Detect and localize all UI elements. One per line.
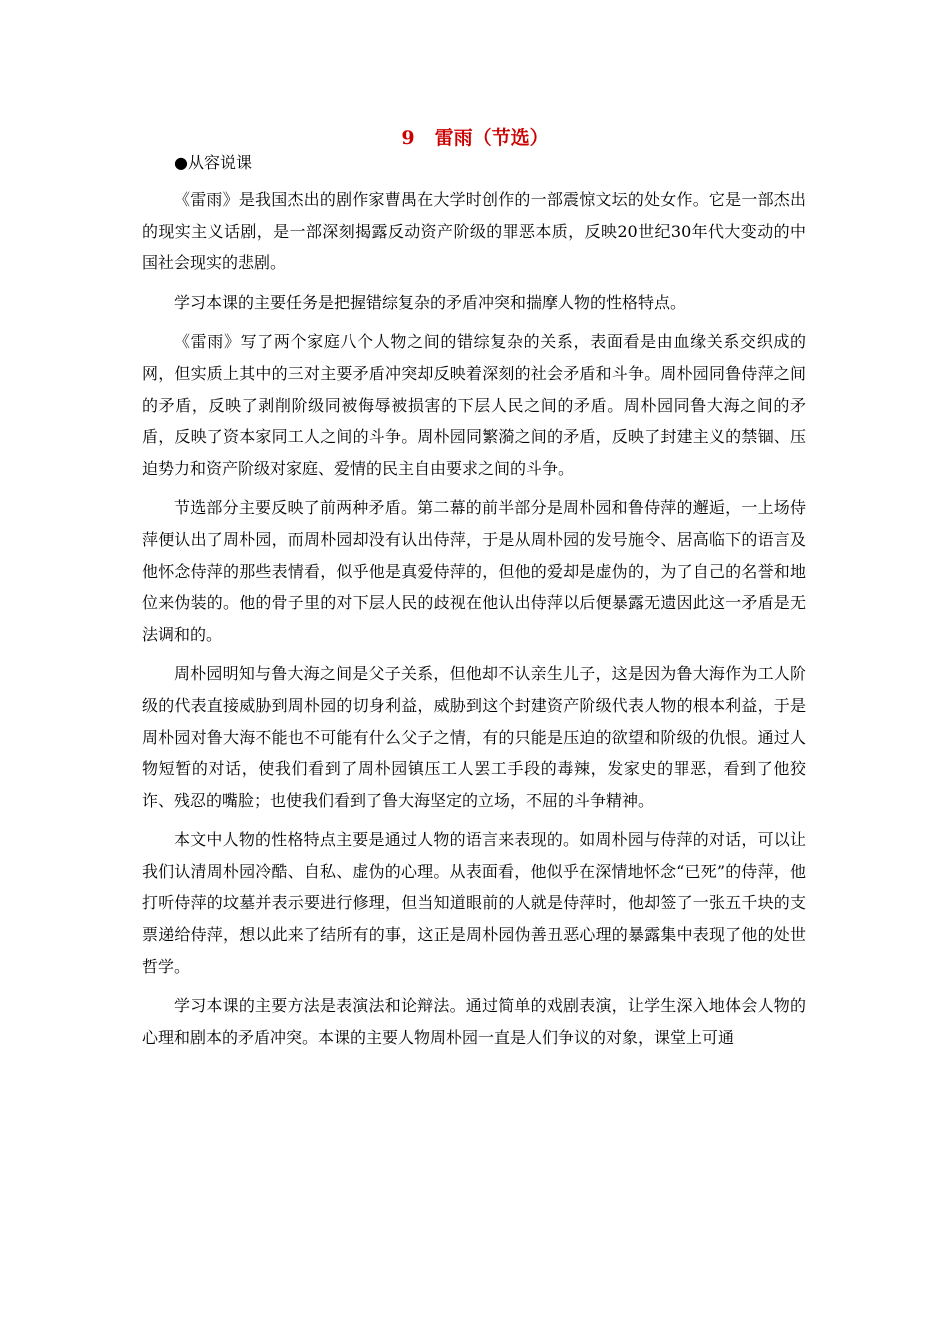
paragraph: 周朴园明知与鲁大海之间是父子关系，但他却不认亲生儿子，这是因为鲁大海作为工人阶级的代表直接威胁到周朴园的切身利益，威胁到这个封建资产阶级代表人物的根本利益，于是周朴园对鲁大海不能也不可能有什么父子之情，有的只能是压迫的欲望和阶级的仇恨。通过人物短暂的对话，使我们看到了周朴园镇压工人罢工手段的毒辣，发家史的罪恶，看到了他狡诈、残忍的嘴脸；也使我们看到了鲁大海坚定的立场，不屈的斗争精神。: [142, 664, 806, 810]
paragraph: 学习本课的主要任务是把握错综复杂的矛盾冲突和揣摩人物的性格特点。: [174, 292, 687, 312]
page-title: [0, 124, 950, 152]
section-heading: ●从容说课: [174, 153, 252, 172]
paragraph: 《雷雨》写了两个家庭八个人物之间的错综复杂的关系，表面看是由血缘关系交织成的网，但实质上其中的三对主要矛盾冲突却反映着深刻的社会矛盾和斗争。周朴园同鲁侍萍之间的矛盾，反映了剥削阶级同被侮辱被损害的下层人民之间的矛盾。周朴园同鲁大海之间的矛盾，反映了资本家同工人之间的斗争。周朴园同繁漪之间的矛盾，反映了封建主义的禁锢、压迫势力和资产阶级对家庭、爱情的民主自由要求之间的斗争。: [142, 332, 806, 478]
title-number: 9: [401, 127, 415, 149]
paragraph: 本文中人物的性格特点主要是通过人物的语言来表现的。如周朴园与侍萍的对话，可以让我们认清周朴园冷酷、自私、虚伪的心理。从表面看，他似乎在深情地怀念“已死”的侍萍，他打听侍萍的坟墓并表示要进行修理，但当知道眼前的人就是侍萍时，他却签了一张五千块的支票递给侍萍，想以此来了结所有的事，这正是周朴园伪善丑恶心理的暴露集中表现了他的处世哲学。: [142, 830, 806, 976]
paragraph: 学习本课的主要方法是表演法和论辩法。通过简单的戏剧表演，让学生深入地体会人物的心理和剧本的矛盾冲突。本课的主要人物周朴园一直是人们争议的对象，课堂上可通: [142, 996, 806, 1047]
body-text: [142, 184, 806, 1061]
title-text: 雷雨（节选）: [434, 127, 549, 149]
paragraph: 《雷雨》是我国杰出的剧作家曹禺在大学时创作的一部震惊文坛的处女作。它是一部杰出的现实主义话剧，是一部深刻揭露反动资产阶级的罪恶本质，反映20世纪30年代大变动的中国社会现实的悲剧。: [142, 190, 806, 273]
paragraph: 节选部分主要反映了前两种矛盾。第二幕的前半部分是周朴园和鲁侍萍的邂逅，一上场侍萍便认出了周朴园，而周朴园却没有认出侍萍，于是从周朴园的发号施令、居高临下的语言及他怀念侍萍的那些表情看，似乎他是真爱侍萍的，但他的爱却是虚伪的，为了自己的名誉和地位来伪装的。他的骨子里的对下层人民的歧视在他认出侍萍以后便暴露无遗因此这一矛盾是无法调和的。: [142, 498, 806, 644]
